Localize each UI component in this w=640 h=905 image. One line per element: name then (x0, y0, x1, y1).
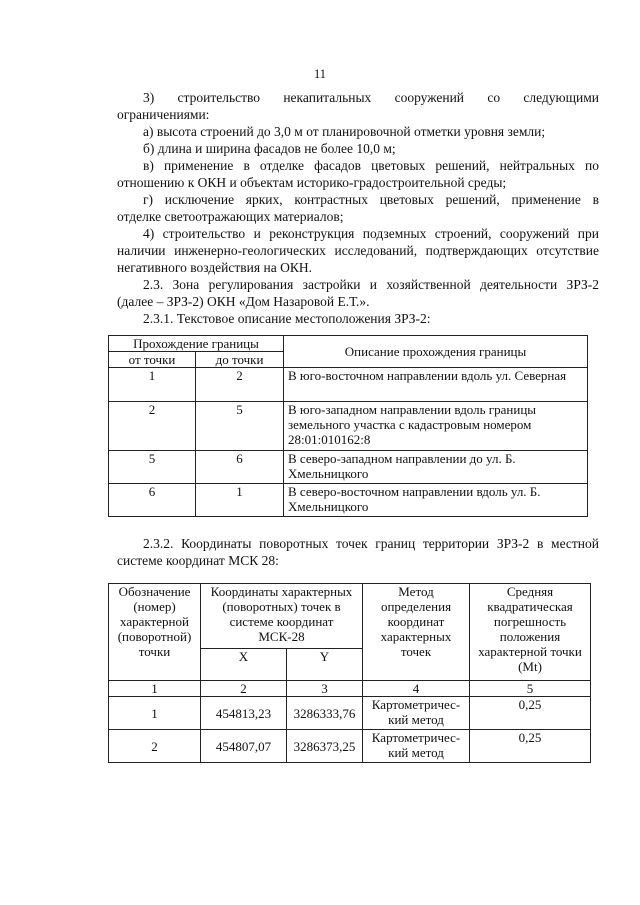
y-coordinate-cell: 3286333,76 (287, 697, 363, 730)
from-point-cell: 2 (109, 402, 196, 451)
column-number: 3 (287, 681, 363, 697)
table-row (109, 368, 588, 402)
from-point-cell: 5 (109, 451, 196, 484)
method-cell: Картометричес-кий метод (363, 697, 470, 730)
column-number: 4 (363, 681, 470, 697)
paragraph-g-line1: г) исключение ярких, контрастных цветовых решений, применение в (143, 192, 599, 207)
to-point-cell: 6 (196, 451, 284, 484)
to-point-cell: 5 (196, 402, 284, 451)
header-from-point: от точки (109, 352, 196, 368)
header-boundary-passage: Прохождение границы (109, 336, 284, 352)
section-2-3-1-heading: 2.3.1. Текстовое описание местоположения ЗРЗ-2: (143, 311, 431, 326)
error-cell: 0,25 (470, 730, 591, 763)
header-to-point: до точки (196, 352, 284, 368)
page-number: 11 (313, 67, 327, 81)
description-cell: В юго-западном направлении вдоль границы земельного участка с кадастровым номером 28:01:010162:8 (284, 402, 588, 451)
description-cell: В северо-западном направлении до ул. Б. Хмельницкого (284, 451, 588, 484)
error-cell: 0,25 (470, 697, 591, 730)
point-number-cell: 2 (109, 730, 201, 763)
coordinates-table (108, 583, 591, 763)
paragraph-v-line2: отношению к ОКН и объектам историко-градостроительной среды; (117, 175, 507, 190)
section-2-3-2-line2: системе координат МСК 28: (117, 553, 279, 568)
paragraph-4-line1: 4) строительство и реконструкция подземных строений, сооружений при (143, 226, 599, 241)
y-coordinate-cell: 3286373,25 (287, 730, 363, 763)
paragraph-a: а) высота строений до 3,0 м от планировочной отметки уровня земли; (143, 124, 546, 139)
section-2-3-line2: (далее – ЗРЗ-2) ОКН «Дом Назаровой Е.Т.». (117, 294, 370, 309)
table-row (109, 697, 591, 730)
header-method: Метод определения координат характерных точек (363, 584, 470, 681)
table-row (109, 730, 591, 763)
column-number: 1 (109, 681, 201, 697)
table-row (109, 451, 588, 484)
from-point-cell: 6 (109, 484, 196, 517)
to-point-cell: 2 (196, 368, 284, 402)
header-boundary-description: Описание прохождения границы (284, 336, 588, 368)
section-2-3-2-line1: 2.3.2. Координаты поворотных точек границ территории ЗРЗ-2 в местной (143, 536, 599, 551)
paragraph-b: б) длина и ширина фасадов не более 10,0 м; (143, 141, 396, 156)
method-cell: Картометричес-кий метод (363, 730, 470, 763)
header-y: Y (287, 649, 363, 681)
header-mean-error: Средняя квадратическая погрешность положения характерной точки (Mt) (470, 584, 591, 681)
header-coordinates: Координаты характерных (поворотных) точек в системе координат МСК-28 (201, 584, 363, 649)
paragraph-3-line1: 3) строительство некапитальных сооружений со следующими (143, 90, 599, 105)
paragraph-3-line2: ограничениями: (117, 107, 210, 122)
boundary-description-table (108, 335, 588, 517)
table-row (109, 484, 588, 517)
header-x: X (201, 649, 287, 681)
column-number: 5 (470, 681, 591, 697)
x-coordinate-cell: 454813,23 (201, 697, 287, 730)
column-number: 2 (201, 681, 287, 697)
header-point-designation: Обозначение (номер) характерной (поворотной) точки (109, 584, 201, 681)
paragraph-v-line1: в) применение в отделке фасадов цветовых решений, нейтральных по (143, 158, 599, 173)
paragraph-4-line2: наличии инженерно-геологических исследований, подтверждающих отсутствие (117, 243, 599, 258)
paragraph-4-line3: негативного воздействия на ОКН. (117, 260, 312, 275)
point-number-cell: 1 (109, 697, 201, 730)
x-coordinate-cell: 454807,07 (201, 730, 287, 763)
description-cell: В юго-восточном направлении вдоль ул. Северная (284, 368, 588, 402)
section-2-3-line1: 2.3. Зона регулирования застройки и хозяйственной деятельности ЗРЗ-2 (143, 277, 599, 292)
description-cell: В северо-восточном направлении вдоль ул. Б. Хмельницкого (284, 484, 588, 517)
paragraph-g-line2: отделке светоотражающих материалов; (117, 209, 344, 224)
table-row (109, 402, 588, 451)
from-point-cell: 1 (109, 368, 196, 402)
to-point-cell: 1 (196, 484, 284, 517)
column-number-row (109, 681, 591, 697)
